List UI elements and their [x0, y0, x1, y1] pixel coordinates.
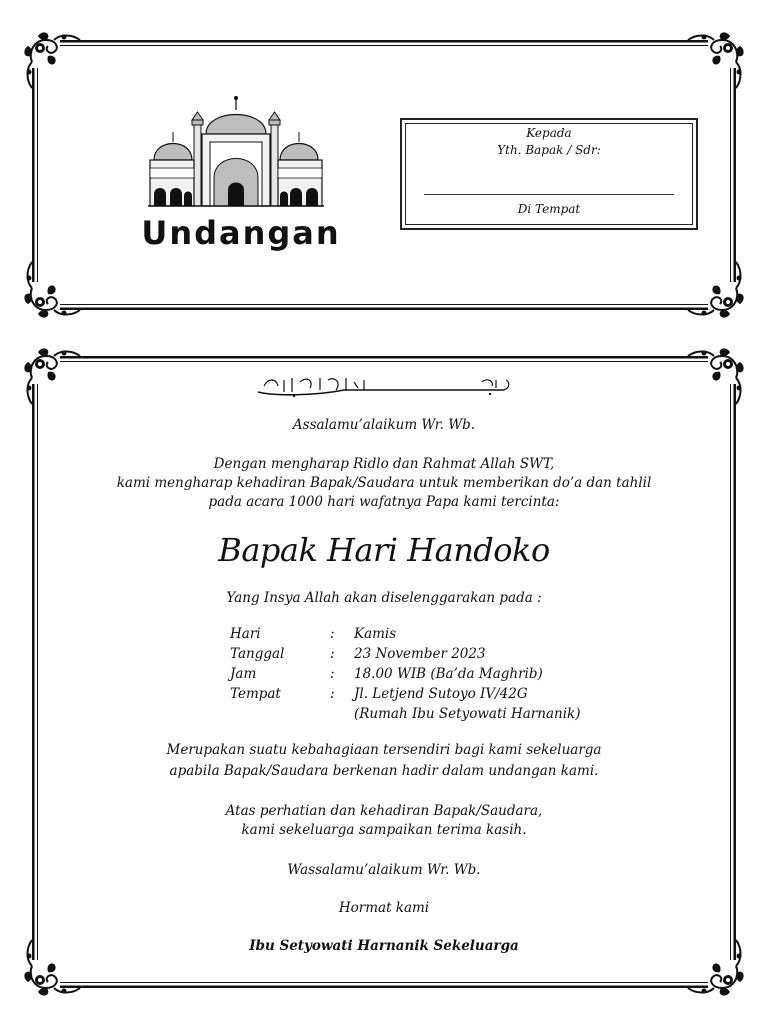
detail-row [230, 685, 650, 705]
regards: Hormat kami [338, 900, 430, 916]
detail-label: Tanggal [230, 646, 285, 662]
detail-label: Tempat [230, 686, 281, 702]
closing-greeting: Wassalamu’alaikum Wr. Wb. [287, 862, 481, 878]
address-box [400, 118, 698, 230]
detail-value: 23 November 2023 [354, 646, 486, 662]
opening-greeting: Assalamu’alaikum Wr. Wb. [292, 417, 476, 433]
detail-row [230, 645, 650, 665]
signature: Ibu Setyowati Harnanik Sekeluarga [249, 938, 519, 954]
letter-card [28, 352, 740, 992]
detail-separator: : [330, 626, 335, 642]
corner-ornament-icon [684, 258, 744, 318]
corner-ornament-icon [684, 32, 744, 92]
paragraph-line: Atas perhatian dan kehadiran Bapak/Saudara, [225, 803, 543, 819]
detail-value: Jl. Letjend Sutoyo IV/42G [354, 686, 528, 702]
detail-separator: : [330, 686, 335, 702]
detail-label: Jam [230, 666, 257, 682]
paragraph-line: apabila Bapak/Saudara berkenan hadir dalam undangan kami. [169, 763, 599, 779]
intro-line: pada acara 1000 hari wafatnya Papa kami tercinta: [208, 494, 560, 510]
address-place: Di Tempat [517, 202, 581, 216]
deceased-name: Bapak Hari Handoko [218, 531, 550, 569]
detail-row [230, 665, 650, 685]
bismillah-calligraphy-icon [254, 374, 514, 400]
detail-value: Kamis [354, 626, 397, 642]
corner-ornament-icon [24, 258, 84, 318]
corner-ornament-icon [24, 32, 84, 92]
paragraph-line: Merupakan suatu kebahagiaan tersendiri bagi kami sekeluarga [166, 742, 602, 758]
detail-row [230, 705, 650, 725]
address-rule [424, 194, 674, 195]
detail-row [230, 625, 650, 645]
letter-content [28, 352, 740, 992]
event-lead: Yang Insya Allah akan diselenggarakan pada : [226, 590, 542, 606]
cover-card [28, 36, 740, 314]
detail-value: 18.00 WIB (Ba’da Maghrib) [354, 666, 543, 682]
intro-line: kami mengharap kehadiran Bapak/Saudara untuk memberikan do’a dan tahlil [116, 475, 652, 491]
paragraph-line: kami sekeluarga sampaikan terima kasih. [241, 822, 527, 838]
event-details [230, 625, 650, 725]
detail-separator: : [330, 666, 335, 682]
detail-separator: : [330, 646, 335, 662]
address-to: Kepada [526, 126, 572, 140]
intro-line: Dengan mengharap Ridlo dan Rahmat Allah SWT, [213, 456, 555, 472]
mosque-icon [148, 94, 324, 212]
address-recipient: Yth. Bapak / Sdr: [497, 143, 601, 157]
cover-title: Undangan [141, 214, 341, 252]
detail-label: Hari [230, 626, 261, 642]
detail-value: (Rumah Ibu Setyowati Harnanik) [354, 706, 581, 722]
